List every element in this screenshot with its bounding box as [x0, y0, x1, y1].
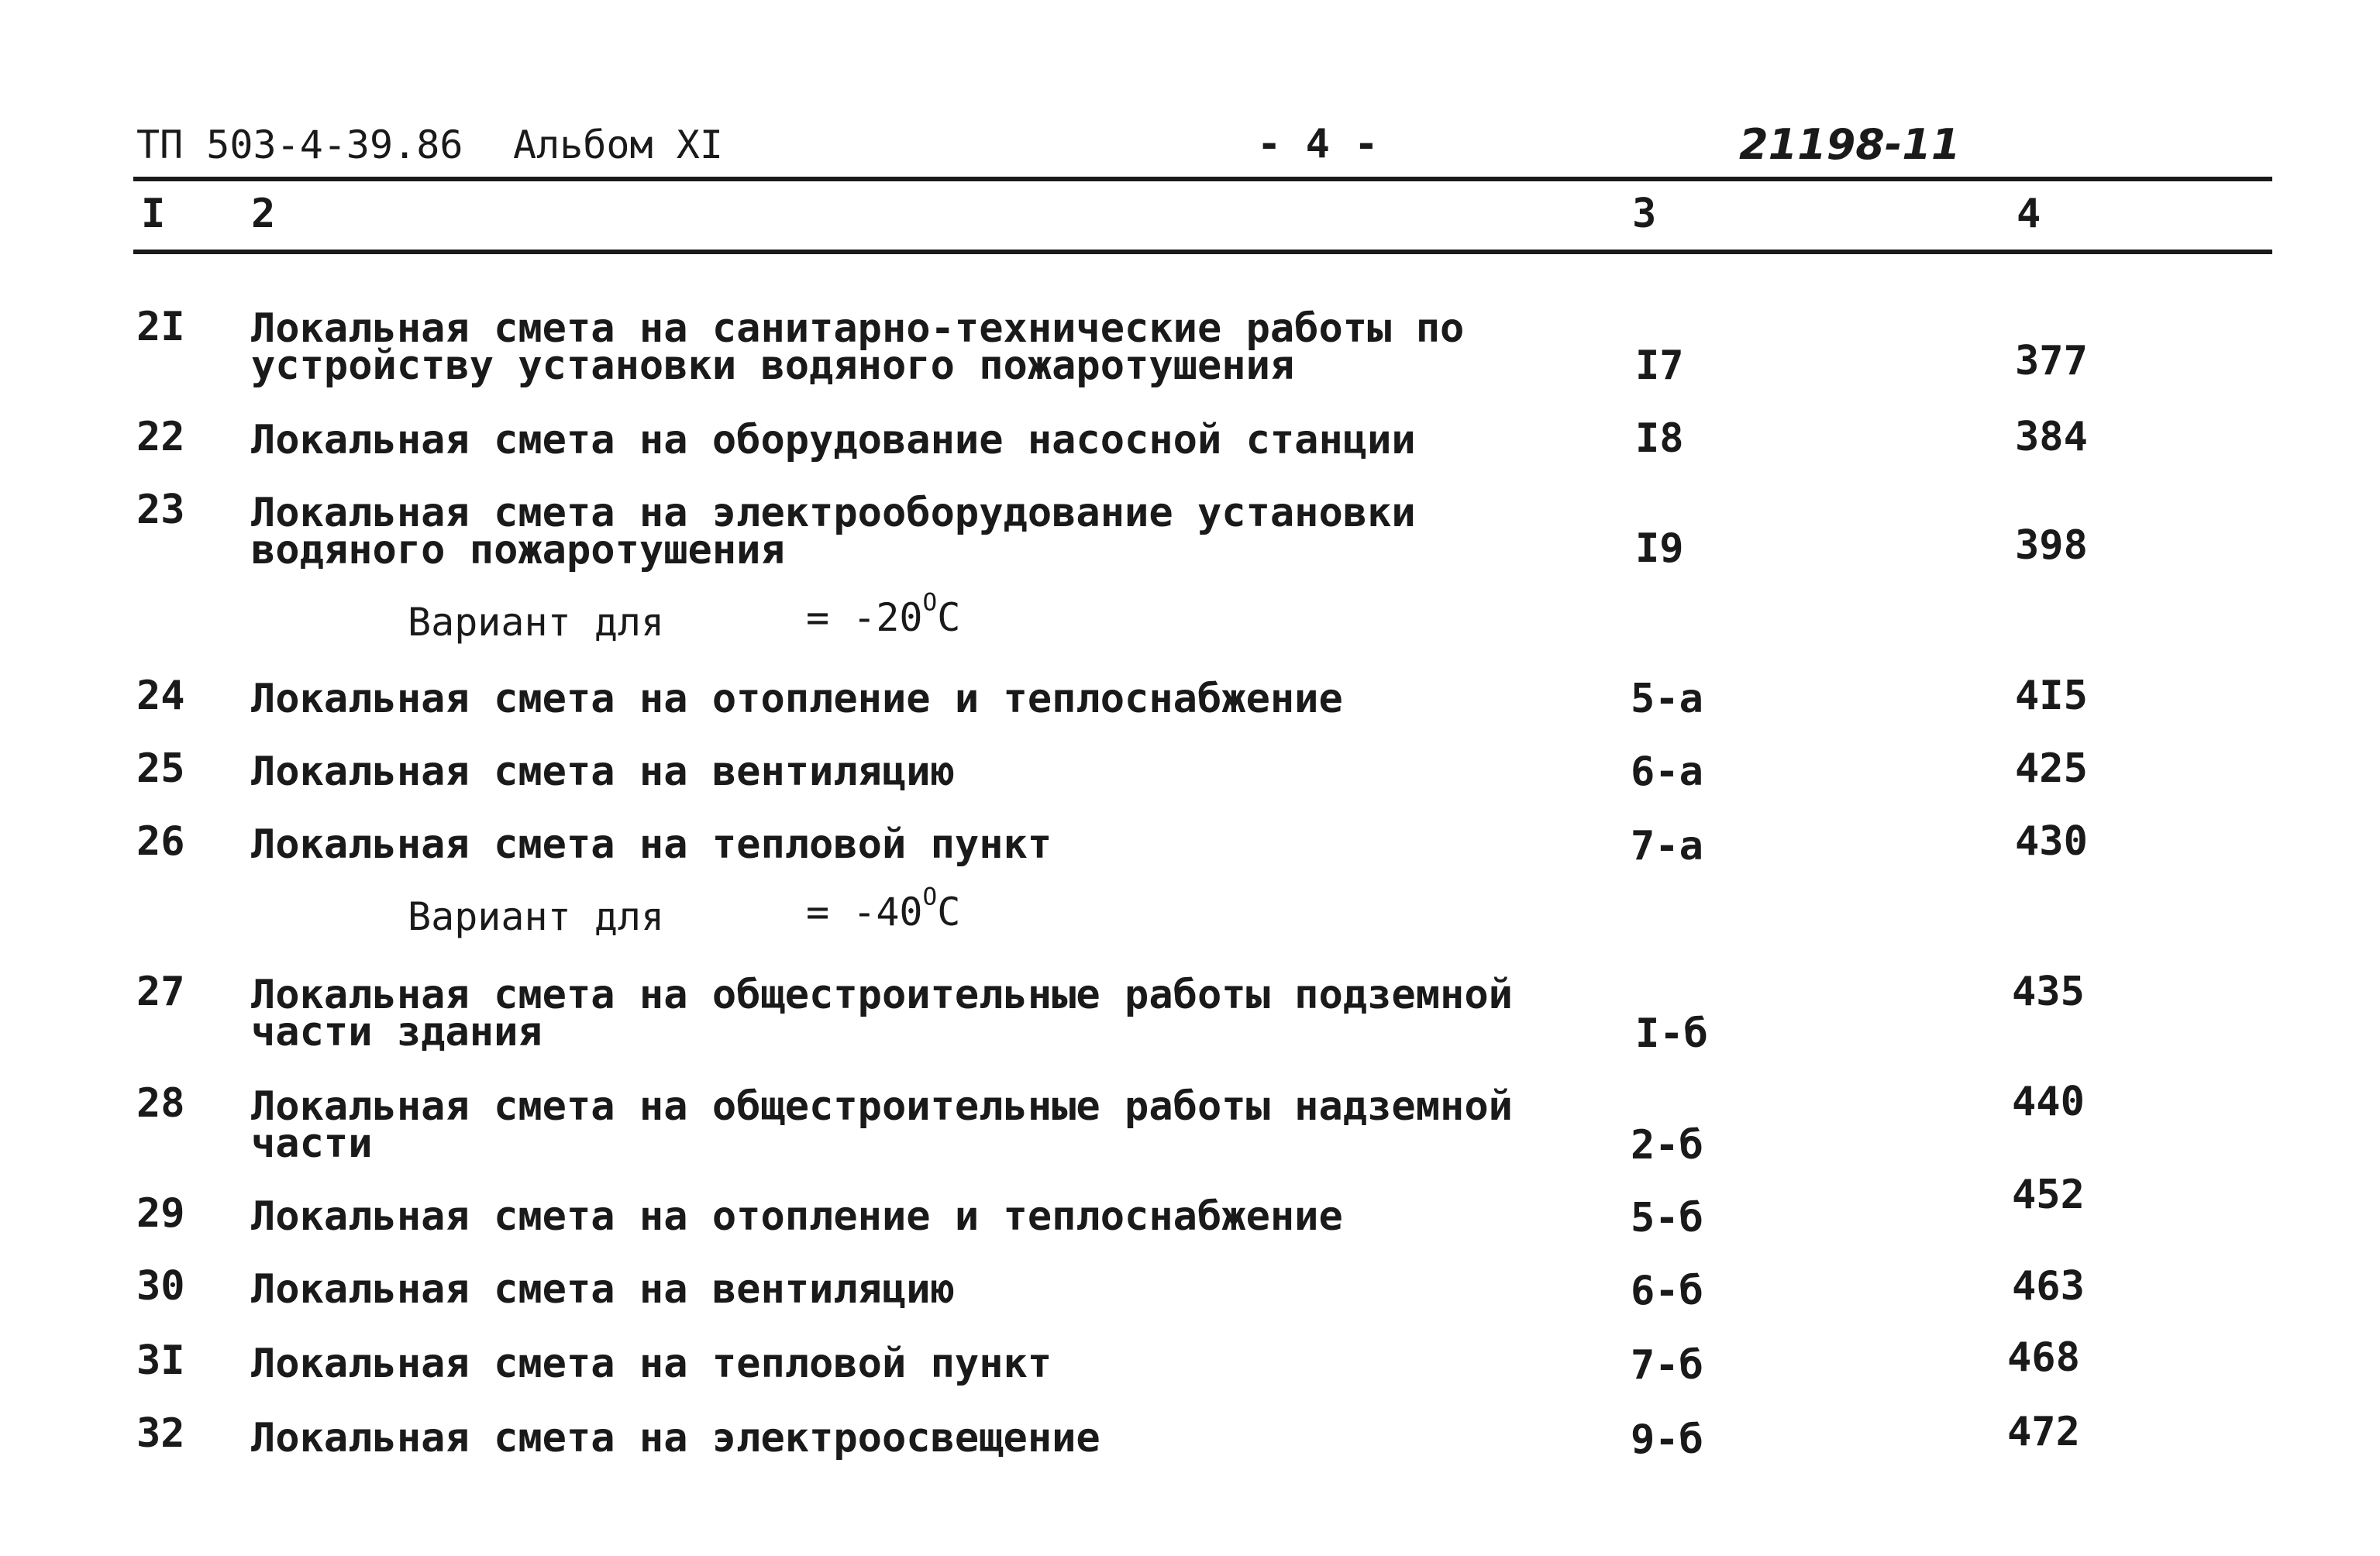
variant-value: = $-20^OC$	[806, 588, 961, 640]
row-title-continued: части	[251, 1121, 373, 1167]
variant-label: Вариант для	[408, 894, 665, 939]
row-sheet: 2-б	[1631, 1122, 1703, 1169]
row-title: Локальная смета на общестроительные работы подземной	[251, 972, 1513, 1018]
row-title-continued: устройству установки водяного пожаротушения	[251, 343, 1295, 389]
header-top-rule	[133, 177, 2272, 181]
row-page: 452	[2012, 1172, 2085, 1218]
row-page: 398	[2015, 522, 2088, 569]
row-number: 30	[136, 1263, 185, 1310]
row-page: 425	[2015, 745, 2088, 792]
row-title-continued: части здания	[251, 1009, 542, 1055]
row-sheet: 5-а	[1631, 676, 1703, 722]
header-bottom-rule	[133, 250, 2272, 254]
row-page: 435	[2012, 969, 2085, 1015]
row-number: 32	[136, 1410, 185, 1457]
row-page: 472	[2007, 1409, 2080, 1455]
row-title: Локальная смета на вентиляцию	[251, 1266, 955, 1313]
row-title: Локальная смета на общестроительные работы надземной	[251, 1083, 1513, 1130]
row-sheet: 6-а	[1631, 749, 1703, 795]
row-number: 22	[136, 414, 185, 460]
row-title: Локальная смета на вентиляцию	[251, 749, 955, 795]
column-header-4: 4	[2017, 191, 2041, 237]
row-title: Локальная смета на отопление и теплоснабжение	[251, 676, 1343, 722]
row-number: 25	[136, 745, 185, 792]
page-number: - 4 -	[1257, 121, 1379, 167]
row-page: 4I5	[2015, 673, 2088, 719]
row-sheet: I8	[1635, 415, 1684, 462]
row-title: Локальная смета на санитарно-технические работы по	[251, 305, 1465, 352]
column-header-2: 2	[251, 191, 276, 237]
row-title: Локальная смета на тепловой пункт	[251, 821, 1052, 868]
row-number: 26	[136, 818, 185, 865]
row-number: 23	[136, 487, 185, 533]
row-sheet: I7	[1635, 343, 1684, 389]
row-page: 377	[2015, 338, 2088, 384]
variant-label: Вариант для	[408, 600, 665, 645]
row-page: 384	[2015, 414, 2088, 460]
row-number: 28	[136, 1080, 185, 1127]
row-number: 2I	[136, 304, 185, 350]
sheet-code: 21198-11	[1739, 120, 1961, 169]
row-title: Локальная смета на тепловой пункт	[251, 1341, 1052, 1387]
row-number: 29	[136, 1190, 185, 1237]
doc-code: ТП 503-4-39.86	[136, 122, 463, 167]
column-header-1: I	[141, 191, 166, 237]
row-page: 463	[2012, 1263, 2085, 1310]
row-sheet: I9	[1635, 525, 1684, 572]
row-title: Локальная смета на оборудование насосной станции	[251, 417, 1416, 463]
row-number: 27	[136, 969, 185, 1015]
row-page: 440	[2012, 1079, 2085, 1125]
row-sheet: 6-б	[1631, 1268, 1703, 1314]
row-page: 468	[2007, 1334, 2080, 1381]
row-page: 430	[2015, 818, 2088, 865]
row-number: 3I	[136, 1337, 185, 1384]
row-sheet: 7-б	[1631, 1342, 1703, 1389]
row-title: Локальная смета на отопление и теплоснабжение	[251, 1193, 1343, 1240]
row-sheet: 9-б	[1631, 1417, 1703, 1463]
row-number: 24	[136, 673, 185, 719]
album-label: Альбом XI	[513, 122, 723, 167]
row-sheet: 7-а	[1631, 823, 1703, 869]
variant-value: = $-40^OC$	[806, 883, 961, 935]
row-title-continued: водяного пожаротушения	[251, 527, 785, 573]
row-sheet: I-б	[1635, 1010, 1708, 1057]
row-sheet: 5-б	[1631, 1195, 1703, 1241]
column-header-3: 3	[1632, 191, 1657, 237]
row-title: Локальная смета на электрооборудование установки	[251, 490, 1416, 536]
row-title: Локальная смета на электроосвещение	[251, 1415, 1100, 1461]
